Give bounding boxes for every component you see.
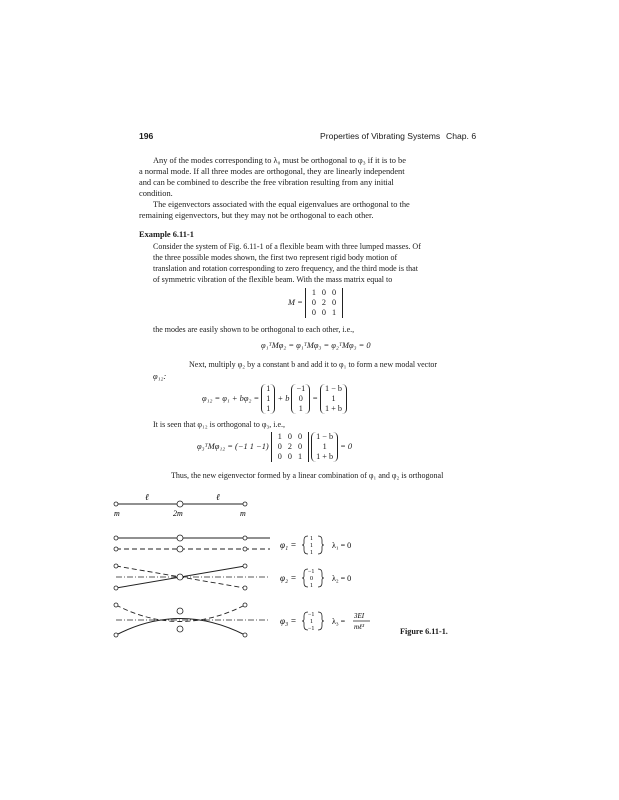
vector-entry: 1 − b xyxy=(316,432,334,441)
plus-b: + b xyxy=(277,393,290,403)
vector-entry: 1 + b xyxy=(316,452,334,461)
example-paragraph-1 xyxy=(153,241,483,285)
vector-entry: 1 xyxy=(266,394,271,403)
mass-label: M = xyxy=(288,297,303,307)
text-line: a normal mode. If all three modes are orthogonal, they are linearly independent xyxy=(139,167,405,176)
vector-entry: 1 xyxy=(298,404,303,413)
vector-entry: 1 xyxy=(266,384,271,393)
orthogonality-equation-2 xyxy=(197,432,352,462)
mass-matrix-equation xyxy=(288,288,343,318)
mode2-label: φ₂ = xyxy=(280,573,297,583)
figure-caption: Figure 6.11-1. xyxy=(400,627,448,636)
mass-node xyxy=(114,586,118,590)
mode2-vec-entry: 0 xyxy=(310,576,313,582)
vector-entry: 0 xyxy=(298,394,303,403)
mass-node xyxy=(114,547,118,551)
mode3-vec-entry: −1 xyxy=(308,612,315,618)
brace-left xyxy=(302,536,308,554)
mass-node xyxy=(177,574,183,580)
brace-right xyxy=(318,536,324,554)
mode3-vec-entry: 1 xyxy=(310,619,313,625)
combination-equation xyxy=(202,384,347,414)
vector-phi1 xyxy=(261,384,275,414)
example-paragraph-4: It is seen that φ₁₂ is orthogonal to φ₃, i.e., xyxy=(153,420,286,429)
mode3-label: φ₃ = xyxy=(280,616,297,626)
text-line: Any of the modes corresponding to λ₀ must be orthogonal to φ₃ if it is to be xyxy=(153,156,406,165)
text-line: of symmetric vibration of the flexible beam. With the mass matrix equal to xyxy=(153,275,393,284)
orth2-lhs: φ₃ᵀMφ₁₂ = (−1 1 −1) xyxy=(197,441,269,451)
mode3-lambda-denominator: mℓ³ xyxy=(354,623,365,631)
text-line: the three possible modes shown, the first two represent rigid body motion of xyxy=(153,253,398,262)
mass-matrix xyxy=(305,288,343,318)
brace-right xyxy=(318,569,324,587)
matrix-cell: 0 xyxy=(311,308,316,317)
mode1-vec-entry: 1 xyxy=(310,536,313,542)
mass-node xyxy=(243,502,247,506)
mode1-label: φ₁ = xyxy=(280,540,297,550)
example-heading: Example 6.11-1 xyxy=(139,230,194,239)
mass-node xyxy=(177,626,183,632)
mass-node xyxy=(243,603,247,607)
matrix-cell: 1 xyxy=(277,432,282,441)
mode2-lambda: λ₂ = 0 xyxy=(332,574,352,583)
mass-node xyxy=(243,633,247,637)
mass-node xyxy=(177,501,183,507)
mass-node xyxy=(243,564,247,568)
mode3-lambda: λ₃ = xyxy=(332,617,346,626)
mass-node xyxy=(114,564,118,568)
matrix-cell: 1 xyxy=(332,308,337,317)
mode1-vec-entry: 1 xyxy=(310,543,313,549)
mode3-lambda-numerator: 3EI xyxy=(354,612,365,620)
page-number: 196 xyxy=(139,131,154,141)
matrix-cell: 0 xyxy=(321,288,327,297)
orth2-matrix xyxy=(271,432,309,462)
mass-node xyxy=(243,536,247,540)
mode1-vec-entry: 1 xyxy=(310,550,313,556)
text-line: condition. xyxy=(139,189,173,198)
vector-phi2 xyxy=(291,384,310,414)
mode3-vec-entry: −1 xyxy=(308,626,315,632)
intro-paragraph-2 xyxy=(139,199,484,221)
combo-lhs: φ₁₂ = φ₁ + bφ₂ = xyxy=(202,393,260,403)
matrix-cell: 0 xyxy=(287,432,292,441)
matrix-cell: 2 xyxy=(321,298,327,307)
mass-left-label: m xyxy=(114,509,120,518)
text-line: and can be combined to describe the free vibration resulting from any initial xyxy=(139,178,394,187)
matrix-cell: 1 xyxy=(311,288,316,297)
chapter-label: Chap. 6 xyxy=(446,131,477,141)
matrix-cell: 0 xyxy=(297,432,303,441)
matrix-cell: 0 xyxy=(321,308,327,317)
intro-paragraph-1 xyxy=(139,155,484,199)
mass-mid-label: 2m xyxy=(173,509,183,518)
text-line: Consider the system of Fig. 6.11-1 of a flexible beam with three lumped masses. Of xyxy=(153,242,421,251)
vector-entry: 1 xyxy=(266,404,271,413)
matrix-cell: 1 xyxy=(297,452,303,461)
matrix-cell: 0 xyxy=(332,298,337,307)
vector-result xyxy=(320,384,347,414)
length-left-label: ℓ xyxy=(145,492,149,502)
orth2-vector xyxy=(311,432,338,462)
mass-node xyxy=(177,535,183,541)
matrix-cell: 0 xyxy=(311,298,316,307)
orth2-rhs: = 0 xyxy=(340,441,353,451)
matrix-cell: 0 xyxy=(287,452,292,461)
mass-node xyxy=(243,586,247,590)
vector-entry: 1 xyxy=(331,394,336,403)
mass-node xyxy=(114,603,118,607)
matrix-cell: 0 xyxy=(332,288,337,297)
mode1-lambda: λ₁ = 0 xyxy=(332,541,352,550)
brace-right xyxy=(318,612,324,630)
mass-node xyxy=(243,547,247,551)
mode2-vec-entry: 1 xyxy=(310,583,313,589)
text-line: translation and rotation corresponding to zero frequency, and the third mode is that xyxy=(153,264,418,273)
mode2-vec-entry: −1 xyxy=(308,569,315,575)
orthogonality-equation: φ₁ᵀMφ₂ = φ₁ᵀMφ₃ = φ₂ᵀMφ₃ = 0 xyxy=(261,341,371,350)
mass-node xyxy=(114,633,118,637)
text-line: remaining eigenvectors, but they may not be orthogonal to each other. xyxy=(139,211,374,220)
example-paragraph-5: Thus, the new eigenvector formed by a linear combination of φ₁ and φ₂ is orthogonal xyxy=(171,471,444,480)
example-paragraph-3: Next, multiply φ₂ by a constant b and add it to φ₁ to form a new modal vector xyxy=(189,360,438,369)
length-right-label: ℓ xyxy=(216,492,220,502)
mass-node xyxy=(177,608,183,614)
phi12-label: φ₁₂: xyxy=(153,372,167,381)
matrix-cell: 0 xyxy=(277,442,282,451)
running-title: Properties of Vibrating Systems xyxy=(320,131,441,141)
mass-node xyxy=(114,536,118,540)
mass-node xyxy=(114,502,118,506)
vector-entry: 1 − b xyxy=(325,384,342,393)
figure-beam-modes xyxy=(110,490,390,660)
vector-entry: 1 xyxy=(322,442,327,451)
example-paragraph-2: the modes are easily shown to be orthogonal to each other, i.e., xyxy=(153,325,355,334)
equals-sign: = xyxy=(312,393,318,403)
vector-entry: −1 xyxy=(296,384,306,393)
matrix-cell: 0 xyxy=(277,452,282,461)
mass-right-label: m xyxy=(240,509,246,518)
matrix-cell: 0 xyxy=(297,442,303,451)
text-line: The eigenvectors associated with the equal eigenvalues are orthogonal to the xyxy=(153,200,410,209)
matrix-cell: 2 xyxy=(287,442,292,451)
mass-node xyxy=(177,546,183,552)
vector-entry: 1 + b xyxy=(325,404,342,413)
